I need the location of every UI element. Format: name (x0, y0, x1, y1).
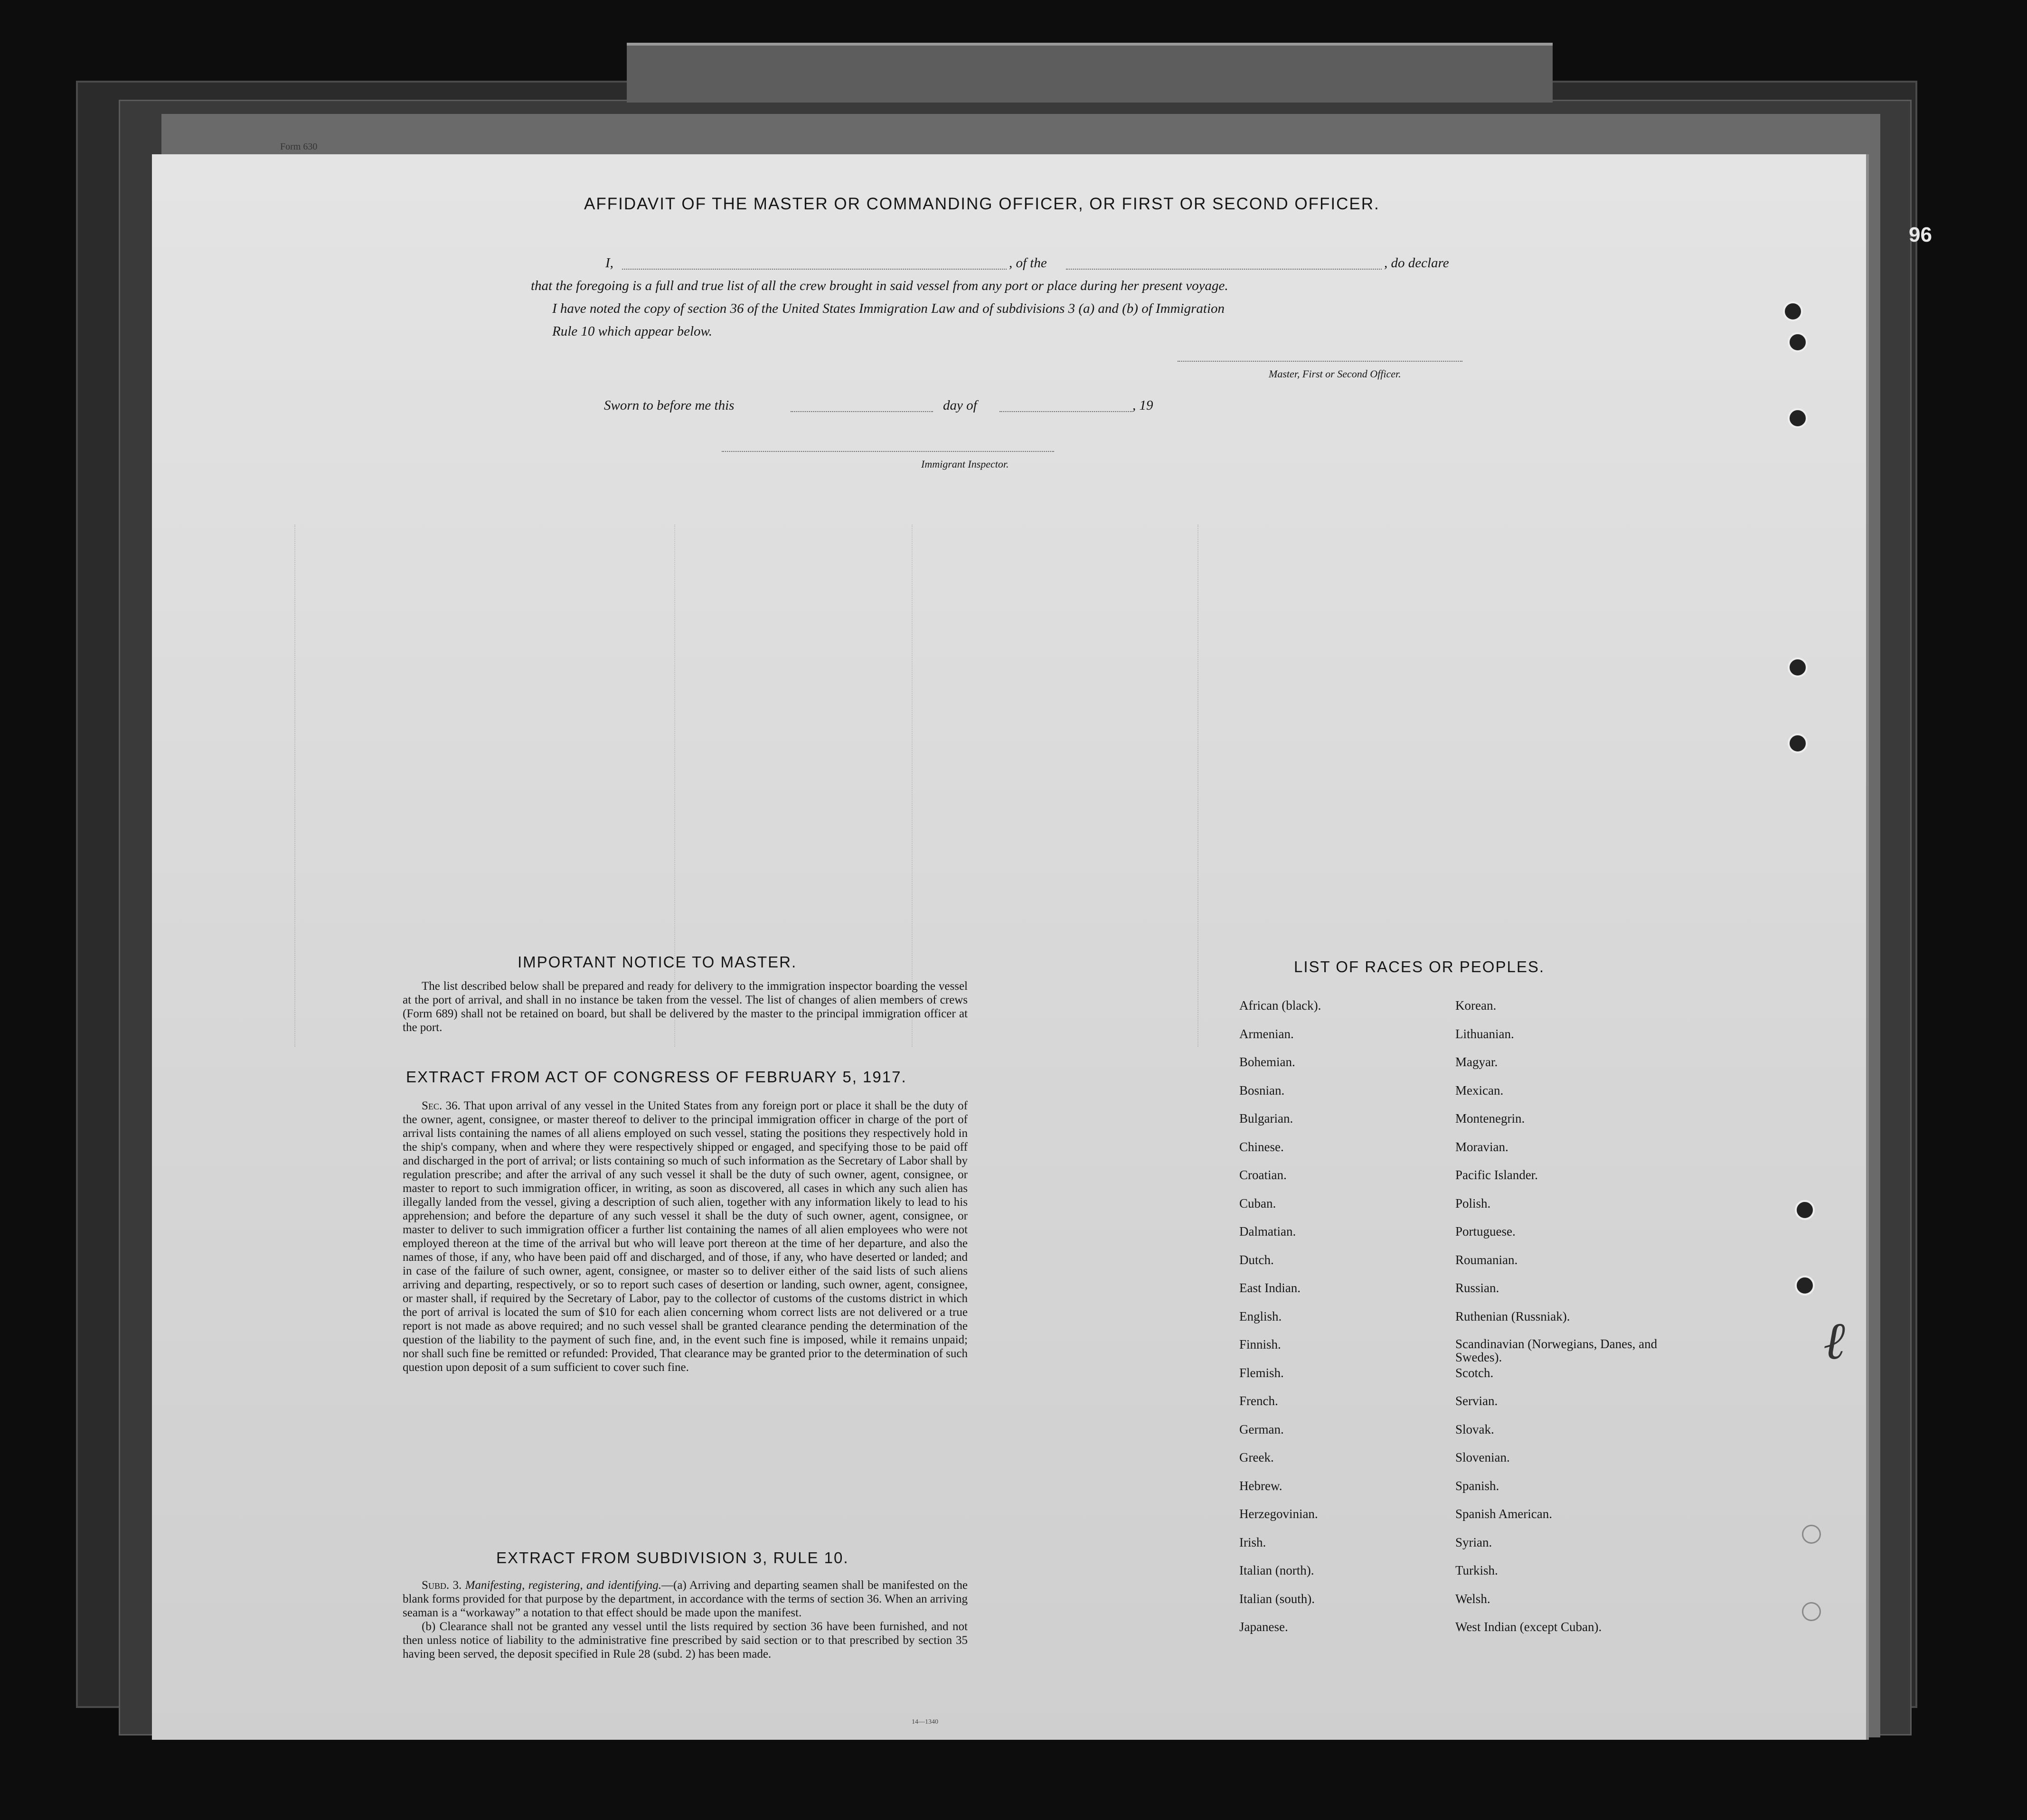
race-item: Turkish. (1455, 1563, 1498, 1577)
section-36-paragraph (403, 1099, 968, 1374)
form-number: Form 630 (280, 141, 318, 152)
subd-3-lead: Subd. 3. (422, 1579, 462, 1592)
race-item: Dalmatian. (1239, 1224, 1296, 1238)
affidavit-do-declare-label: , do declare (1384, 255, 1449, 271)
notice-text: The list described below shall be prepared and ready for delivery to the immigration inspector boarding the vessel at the port of arrival, and shall in no instance be taken from the vessel. The list of changes of alien members of crews (Form 689) shall not be retained on board, but shall be delivered by the master to the principal immigration officer at the port. (403, 980, 968, 1034)
handwritten-mark: ℓ (1823, 1310, 1845, 1371)
race-item: Japanese. (1239, 1620, 1288, 1634)
race-item: Scandinavian (Norwegians, Danes, and Swedes). (1455, 1337, 1658, 1364)
race-item: Polish. (1455, 1196, 1491, 1210)
section-36-text: That upon arrival of any vessel in the United States from any foreign port or place it shall be the duty of the owner, agent, consignee, or master thereof to deliver to the principal immigration officer in charge of the port of arrival lists containing the names of all aliens employed on such vessel, stating the positions they respectively hold in the ship's company, when and where they were respectively shipped or engaged, and specifying those to be paid off and discharged in the port of arrival; or lists containing so much of such information as the Secretary of Labor shall by regulation prescribe; and after the arrival of any such vessel it shall be the duty of such owner, agent, consignee, or master to report to such immigration officer, in writing, as soon as discovered, all cases in which any such alien has illegally landed from the vessel, giving a description of such alien, together with any information likely to lead to his apprehension; and before the departure of any such vessel it shall be the duty of such owner, agent, consignee, or master to deliver to such immigration officer a further list containing the names of all alien employees who were not employed thereon at the time of the arrival but who will leave port thereon at the time of her departure, and also the names of those, if any, who have been paid off and discharged, and of those, if any, who have deserted or landed; and in case of the failure of such owner, agent, consignee, or master so to deliver either of the said lists of such aliens arriving and departing, respectively, or so to report such cases of desertion or landing, such owner, agent, consignee, or master shall, if required by the Secretary of Labor, pay to the collector of customs of the customs district in which the port of arrival is located the sum of $10 for each alien concerning whom correct lists are not delivered or a true report is not made as above required; and no such vessel shall be granted clearance pending the determination of the question of the liability to the payment of such fine, and, in the event such fine is imposed, while it remains unpaid; nor shall such fine be remitted or refunded: Provided, That clearance may be granted prior to the determination of such question upon deposit of a sum sufficient to cover such fine. (403, 1099, 968, 1374)
notice-body (403, 979, 968, 1034)
master-signature-line[interactable] (1178, 361, 1462, 362)
affidavit-line-3: I have noted the copy of section 36 of the United States Immigration Law and of subdivisions 3 (a) and (b) of Immigration (552, 301, 1225, 316)
race-item: Greek. (1239, 1450, 1274, 1464)
extract-rule-body (403, 1578, 968, 1661)
race-item: African (black). (1239, 998, 1321, 1013)
affidavit-title: AFFIDAVIT OF THE MASTER OR COMMANDING OFFICER, OR FIRST OR SECOND OFFICER. (584, 195, 1380, 213)
race-item: Slovenian. (1455, 1450, 1510, 1464)
race-item: Slovak. (1455, 1422, 1494, 1436)
race-item: Spanish American. (1455, 1507, 1552, 1521)
master-signature-label: Master, First or Second Officer. (1269, 368, 1401, 380)
race-item: Bulgarian. (1239, 1111, 1293, 1126)
year-label: , 19 (1132, 398, 1153, 413)
race-item: Armenian. (1239, 1026, 1294, 1041)
race-item: Portuguese. (1455, 1224, 1516, 1238)
race-item: Bosnian. (1239, 1083, 1285, 1098)
race-item: English. (1239, 1309, 1282, 1323)
race-item: Servian. (1455, 1394, 1498, 1408)
inspector-signature-line[interactable] (722, 451, 1054, 452)
race-item: East Indian. (1239, 1281, 1301, 1295)
binder-hole (1788, 408, 1808, 428)
races-left-column (1239, 998, 1321, 1648)
extract-act-title: EXTRACT FROM ACT OF CONGRESS OF FEBRUARY 5, 1917. (406, 1068, 907, 1086)
print-code: 14—1340 (912, 1718, 938, 1726)
races-title: LIST OF RACES OR PEOPLES. (1294, 958, 1545, 976)
race-item: Pacific Islander. (1455, 1168, 1538, 1182)
affidavit-of-the-label: , of the (1009, 255, 1047, 271)
race-item: Chinese. (1239, 1139, 1284, 1154)
affidavit-i-label: I, (605, 255, 613, 271)
subd-3a-paragraph (403, 1578, 968, 1620)
race-item: West Indian (except Cuban). (1455, 1620, 1602, 1634)
race-item: Herzegovinian. (1239, 1507, 1318, 1521)
race-item: Finnish. (1239, 1337, 1281, 1351)
race-item: Mexican. (1455, 1083, 1504, 1098)
race-item: Italian (north). (1239, 1563, 1314, 1577)
notice-title: IMPORTANT NOTICE TO MASTER. (518, 953, 797, 971)
binder-hole (1795, 1276, 1815, 1295)
race-item: Korean. (1455, 998, 1497, 1013)
race-item: French. (1239, 1394, 1278, 1408)
race-item: Flemish. (1239, 1365, 1284, 1380)
race-item: Irish. (1239, 1535, 1266, 1549)
race-item: Scotch. (1455, 1365, 1494, 1380)
race-item: Syrian. (1455, 1535, 1492, 1549)
race-item: Ruthenian (Russniak). (1455, 1309, 1570, 1323)
binder-hole (1788, 332, 1808, 352)
race-item: Lithuanian. (1455, 1026, 1514, 1041)
day-of-label: day of (943, 398, 977, 413)
affidavit-line-4: Rule 10 which appear below. (552, 324, 712, 339)
races-right-column (1455, 998, 1664, 1648)
race-item: Spanish. (1455, 1478, 1499, 1493)
inspector-signature-label: Immigrant Inspector. (921, 458, 1009, 470)
extract-rule-title: EXTRACT FROM SUBDIVISION 3, RULE 10. (496, 1549, 849, 1567)
name-blank[interactable] (622, 269, 1007, 270)
binder-hole (1795, 1200, 1815, 1220)
affidavit-line-2: that the foregoing is a full and true list of all the crew brought in said vessel from any port or place during her present voyage. (531, 278, 1228, 293)
binder-hole (1783, 301, 1803, 321)
race-item: Italian (south). (1239, 1591, 1315, 1606)
race-item: Magyar. (1455, 1055, 1498, 1069)
race-item: Welsh. (1455, 1591, 1490, 1606)
sworn-label: Sworn to before me this (604, 398, 735, 413)
subd-3a-text: —(a) Arriving and departing seamen shall be manifested on the blank forms provided for that purpose by the department, in accordance with the terms of section 36. When an arriving seaman is a “workaway” a notation to that effect should be made upon the manifest. (403, 1579, 968, 1619)
vessel-blank[interactable] (1066, 269, 1382, 270)
binder-hole (1802, 1525, 1821, 1544)
binder-hole (1788, 733, 1808, 753)
race-item: Bohemian. (1239, 1055, 1295, 1069)
race-item: Croatian. (1239, 1168, 1287, 1182)
subd-3-heading: Manifesting, registering, and identifying. (465, 1579, 661, 1592)
race-item: German. (1239, 1422, 1284, 1436)
binder-hole (1802, 1602, 1821, 1621)
page-number: 96 (1909, 223, 1932, 246)
race-item: Hebrew. (1239, 1478, 1282, 1493)
folder-tab (627, 43, 1553, 103)
race-item: Russian. (1455, 1281, 1499, 1295)
sworn-day-blank[interactable] (791, 411, 933, 412)
race-item: Cuban. (1239, 1196, 1276, 1210)
binder-hole (1788, 657, 1808, 677)
race-item: Montenegrin. (1455, 1111, 1525, 1126)
extract-act-body (403, 1099, 968, 1374)
race-item: Roumanian. (1455, 1252, 1518, 1267)
race-item: Moravian. (1455, 1139, 1508, 1154)
subd-3b-paragraph: (b) Clearance shall not be granted any vessel until the lists required by section 36 have been furnished, and not then unless notice of liability to the administrative fine prescribed by said section or to that prescribed by section 35 having been served, the deposit specified in Rule 28 (subd. 2) has been made. (403, 1620, 968, 1661)
race-item: Dutch. (1239, 1252, 1274, 1267)
section-36-lead: Sec. 36. (422, 1099, 461, 1112)
sworn-month-blank[interactable] (999, 411, 1132, 412)
